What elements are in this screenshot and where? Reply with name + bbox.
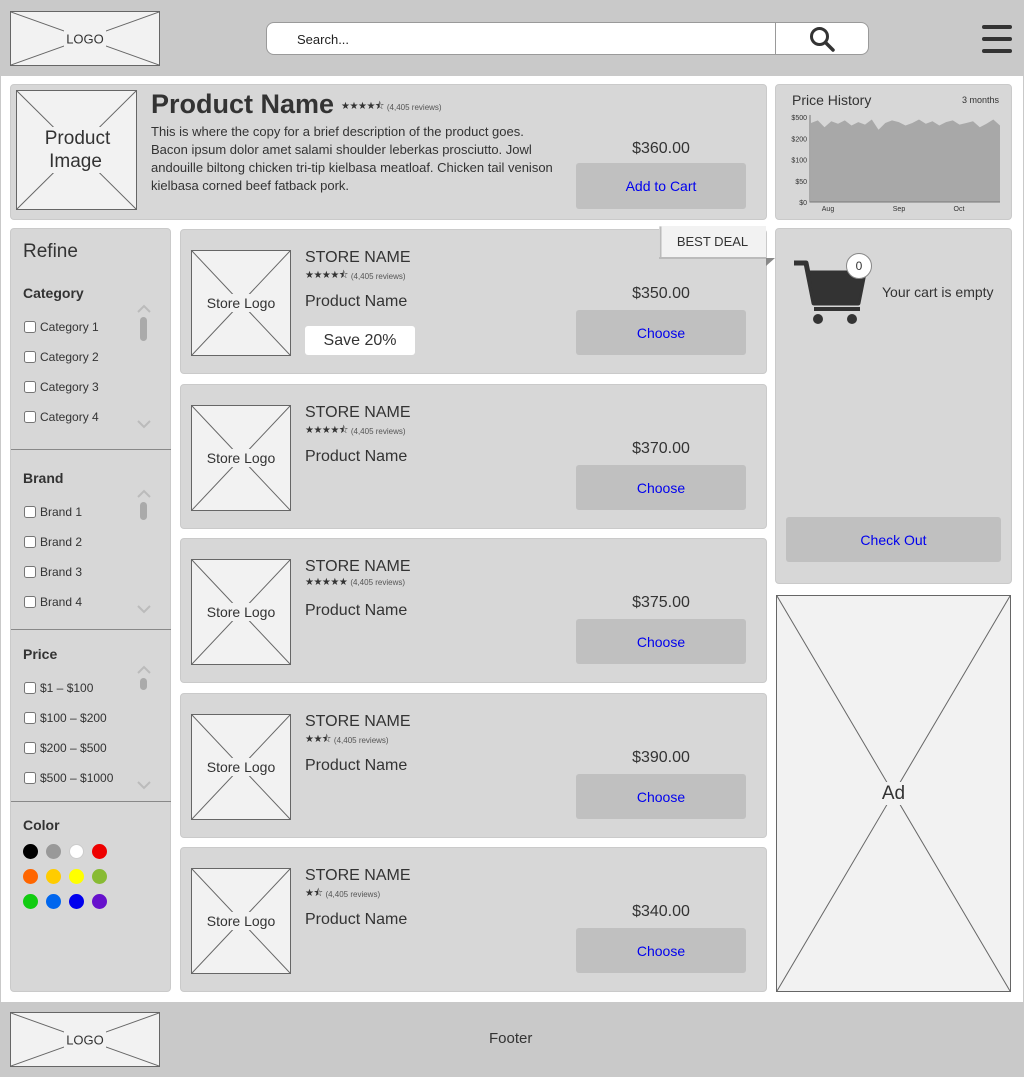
y-tick-label: $50: [795, 178, 807, 186]
category-option[interactable]: Category 4: [24, 402, 99, 432]
price-history-range: 3 months: [961, 95, 999, 105]
offer-price: $390.00: [632, 749, 690, 766]
store-rating: [305, 732, 389, 749]
color-swatch[interactable]: [69, 844, 84, 859]
store-name: STORE NAME: [305, 713, 411, 730]
store-name: STORE NAME: [305, 867, 411, 884]
store-logo-text: Store Logo: [206, 450, 276, 466]
category-option[interactable]: Category 3: [24, 372, 99, 402]
category-option[interactable]: Category 2: [24, 342, 99, 372]
price-list: [24, 673, 113, 793]
offer-product-name: Product Name: [305, 911, 408, 928]
color-swatch[interactable]: [23, 844, 38, 859]
offer-product-name: Product Name: [305, 602, 408, 619]
category-list: [24, 312, 99, 432]
cart-panel: [775, 228, 1012, 584]
color-swatch[interactable]: [46, 869, 61, 884]
store-star-icons: ★★★★★: [305, 577, 348, 588]
store-logo[interactable]: [191, 250, 291, 356]
divider: [11, 629, 171, 630]
product-image: [16, 90, 137, 210]
color-swatch[interactable]: [69, 894, 84, 909]
price-history-title: Price History: [792, 92, 872, 108]
offer-price: $350.00: [632, 285, 690, 302]
category-option[interactable]: Category 1: [24, 312, 99, 342]
price-title: Price: [23, 646, 58, 662]
color-swatch[interactable]: [46, 844, 61, 859]
color-swatch[interactable]: [92, 894, 107, 909]
offer-product-name: Product Name: [305, 448, 408, 465]
price-checkbox[interactable]: [24, 742, 36, 754]
scroll-up-icon[interactable]: [136, 488, 152, 498]
ad-label: Ad: [881, 782, 906, 804]
choose-button[interactable]: Choose: [576, 465, 746, 510]
price-checkbox[interactable]: [24, 712, 36, 724]
x-tick-label: Sep: [892, 206, 906, 213]
price-option[interactable]: $500 – $1000: [24, 763, 113, 793]
product-price: $360.00: [632, 140, 690, 157]
store-reviews: (4,405 reviews): [350, 427, 406, 436]
price-checkbox[interactable]: [24, 682, 36, 694]
footer-logo-text: LOGO: [66, 1032, 104, 1047]
brand-scrollbar-thumb[interactable]: [140, 502, 147, 520]
save-badge: Save 20%: [305, 326, 415, 355]
product-title-row: [151, 89, 442, 120]
footer-text: Footer: [489, 1030, 533, 1047]
logo-text: LOGO: [66, 31, 104, 46]
color-swatch[interactable]: [92, 844, 107, 859]
divider: [11, 801, 171, 802]
footer-logo[interactable]: [10, 1012, 160, 1067]
offer-card: [180, 384, 767, 529]
brand-option[interactable]: Brand 2: [24, 527, 82, 557]
color-swatch[interactable]: [46, 894, 61, 909]
header: [0, 0, 1024, 76]
brand-checkbox[interactable]: [24, 536, 36, 548]
store-rating: [305, 423, 406, 440]
offer-price: $375.00: [632, 594, 690, 611]
store-rating: [305, 886, 380, 903]
ad-placeholder[interactable]: [776, 595, 1011, 992]
brand-list: [24, 497, 82, 617]
product-description: This is where the copy for a brief description of the product goes. Bacon ipsum dolor amet salami shoulder leberkas prosciutto. Jowl andouille biltong chicken tri-tip kielbasa meatloaf. Chicken tail venison kielbasa corned beef fatback pork.: [151, 124, 553, 193]
price-scrollbar-thumb[interactable]: [140, 678, 147, 690]
price-option[interactable]: $100 – $200: [24, 703, 113, 733]
scroll-up-icon[interactable]: [136, 303, 152, 313]
store-logo[interactable]: [191, 714, 291, 820]
offer-card: [180, 538, 767, 683]
store-logo-text: Store Logo: [206, 604, 276, 620]
offer-card: [180, 693, 767, 838]
category-title: Category: [23, 285, 84, 301]
search-icon: [809, 26, 835, 52]
refine-sidebar: [10, 228, 171, 992]
store-reviews: (4,405 reviews): [350, 272, 406, 281]
store-reviews: (4,405 reviews): [325, 890, 381, 899]
product-panel: [10, 84, 767, 220]
offer-price: $370.00: [632, 440, 690, 457]
scroll-down-icon[interactable]: [136, 419, 152, 429]
y-tick-label: $500: [791, 115, 807, 122]
cart-empty-text: Your cart is empty: [882, 284, 994, 300]
store-star-icons: ★★★★⯪: [305, 270, 348, 281]
color-swatch[interactable]: [23, 869, 38, 884]
color-swatch[interactable]: [23, 894, 38, 909]
x-tick-label: Aug: [821, 206, 835, 213]
product-reviews: (4,405 reviews): [386, 102, 442, 112]
hamburger-icon[interactable]: [980, 25, 1012, 53]
offer-price: $340.00: [632, 903, 690, 920]
color-title: Color: [23, 817, 60, 833]
store-reviews: (4,405 reviews): [350, 578, 406, 587]
store-reviews: (4,405 reviews): [333, 736, 389, 745]
price-area: [811, 120, 1000, 203]
store-logo-text: Store Logo: [206, 295, 276, 311]
store-logo[interactable]: [191, 405, 291, 511]
offer-product-name: Product Name: [305, 757, 408, 774]
y-tick-label: $0: [799, 200, 807, 207]
store-rating: [305, 268, 406, 285]
refine-title: Refine: [23, 241, 78, 262]
product-name: Product Name: [151, 89, 335, 119]
brand-option[interactable]: Brand 1: [24, 497, 82, 527]
scroll-up-icon[interactable]: [136, 664, 152, 674]
y-tick-label: $200: [791, 136, 807, 144]
brand-title: Brand: [23, 470, 64, 486]
offer-card: [180, 847, 767, 992]
best-deal-text: BEST DEAL: [676, 234, 749, 249]
store-name: STORE NAME: [305, 404, 411, 421]
search-input[interactable]: [277, 27, 772, 51]
category-checkbox[interactable]: [24, 351, 36, 363]
divider: [11, 449, 171, 450]
store-logo[interactable]: [191, 559, 291, 665]
choose-button[interactable]: Choose: [576, 774, 746, 819]
y-tick-label: $100: [791, 157, 807, 165]
best-deal-badge: [659, 226, 776, 266]
add-to-cart-button[interactable]: Add to Cart: [576, 163, 746, 209]
store-rating: [305, 577, 405, 588]
category-checkbox[interactable]: [24, 411, 36, 423]
price-option[interactable]: $200 – $500: [24, 733, 113, 763]
store-star-icons: ★★⯪: [305, 734, 331, 745]
price-option[interactable]: $1 – $100: [24, 673, 113, 703]
footer: [0, 1002, 1024, 1077]
choose-button[interactable]: Choose: [576, 310, 746, 355]
color-swatch[interactable]: [92, 869, 107, 884]
store-name: STORE NAME: [305, 558, 411, 575]
product-rating: [341, 99, 442, 116]
offer-product-name: Product Name: [305, 293, 408, 310]
price-history-chart: [782, 113, 1004, 213]
scroll-down-icon[interactable]: [136, 604, 152, 614]
choose-button[interactable]: Choose: [576, 619, 746, 664]
category-checkbox[interactable]: [24, 321, 36, 333]
cart-count-badge: 0: [846, 253, 872, 279]
product-image-label: Product Image: [44, 128, 111, 172]
brand-checkbox[interactable]: [24, 566, 36, 578]
store-star-icons: ★★★★⯪: [305, 425, 348, 436]
brand-option[interactable]: Brand 3: [24, 557, 82, 587]
product-star-icons: ★★★★⯪: [341, 100, 384, 112]
search-button[interactable]: [775, 23, 868, 54]
search-bar: [266, 22, 869, 55]
brand-checkbox[interactable]: [24, 506, 36, 518]
x-tick-label: Oct: [953, 206, 965, 213]
price-history-panel: [775, 84, 1012, 220]
price-checkbox[interactable]: [24, 772, 36, 784]
scroll-down-icon[interactable]: [136, 780, 152, 790]
brand-checkbox[interactable]: [24, 596, 36, 608]
store-logo-text: Store Logo: [206, 913, 276, 929]
color-swatch[interactable]: [69, 869, 84, 884]
store-name: STORE NAME: [305, 249, 411, 266]
choose-button[interactable]: Choose: [576, 928, 746, 973]
store-star-icons: ★⯪: [305, 888, 323, 899]
store-logo[interactable]: [191, 868, 291, 974]
header-logo[interactable]: [10, 11, 160, 66]
brand-option[interactable]: Brand 4: [24, 587, 82, 617]
checkout-button[interactable]: Check Out: [786, 517, 1001, 562]
store-logo-text: Store Logo: [206, 759, 276, 775]
category-scrollbar-thumb[interactable]: [140, 317, 147, 341]
category-checkbox[interactable]: [24, 381, 36, 393]
